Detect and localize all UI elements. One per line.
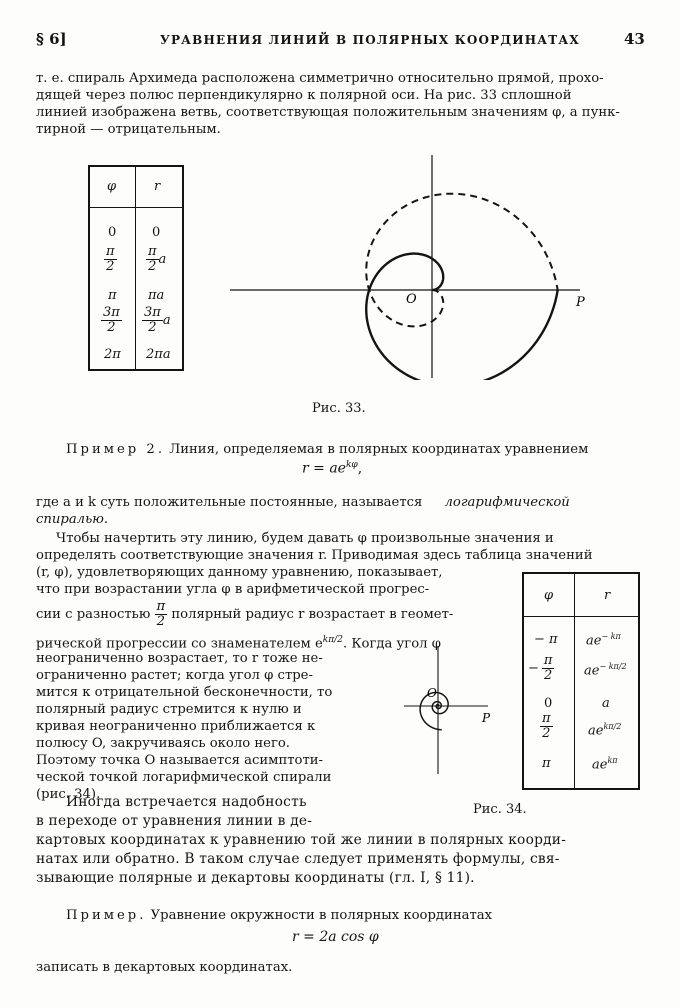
term-logarithmic: логарифмической — [444, 495, 570, 510]
table2-header-r: r — [604, 588, 611, 603]
paragraph-line: что при возрастании угла φ в арифметической прогрес- — [36, 582, 430, 597]
paragraph-line: полюсу O, закручиваясь около него. — [36, 736, 290, 751]
example2-text: Линия, определяемая в полярных координатах уравнением — [169, 442, 589, 457]
table1-header-phi: φ — [107, 179, 117, 194]
example2-heading: Пример 2. — [66, 442, 166, 457]
table1-header-rule — [90, 207, 182, 208]
term-spiral: спиралью. — [36, 512, 109, 527]
figure34-caption: Рис. 34. — [473, 802, 527, 817]
paragraph-line: Чтобы начертить эту линию, будем давать φ произвольные значения и — [56, 531, 554, 546]
running-title: УРАВНЕНИЯ ЛИНИЙ В ПОЛЯРНЫХ КООРДИНАТАХ — [160, 33, 580, 47]
table2-cell: − $\frac{\pi}{2}$ — [528, 653, 553, 683]
table2-cell: $ae^{k\pi}$ — [592, 756, 618, 773]
table1-header-r: r — [154, 179, 161, 194]
figure34-logarithmic-spiral — [374, 640, 504, 800]
paragraph-line: мится к отрицательной бесконечности, то — [36, 685, 333, 700]
table1-cell: 0 — [152, 225, 161, 240]
table1-frame — [88, 165, 184, 371]
spiral-positive-branch — [366, 254, 557, 380]
table1-cell: $\frac{3\pi}{2}$ a — [144, 305, 171, 335]
paragraph-line: (r, φ), удовлетворяющих данному уравнению, показывает, — [36, 565, 443, 580]
table1-cell: 0 — [108, 225, 117, 240]
table2-cell: a — [602, 696, 610, 711]
paragraph-line: неограниченно возрастает, то r тоже не- — [36, 651, 323, 666]
example3-formula: r = 2a cos φ — [292, 929, 379, 945]
intro-line: дящей через полюс перпендикулярно к полярной оси. На рис. 33 сплошной — [36, 88, 572, 103]
paragraph-line: Иногда встречается надобность — [66, 794, 307, 810]
example3-heading: Пример. — [66, 908, 147, 923]
example2-formula: $r = ae^{k\varphi}$, — [302, 460, 363, 477]
table2-cell: $ae^{k\pi/2}$ — [588, 722, 622, 739]
table2-cell: π — [542, 756, 551, 771]
figure33-caption: Рис. 33. — [312, 401, 366, 416]
ratio-line: рической прогрессии со знаменателем $e^{k\pi/2}$. Когда угол φ — [36, 635, 441, 652]
table2-cell: $ae^{- k\pi}$ — [586, 632, 621, 649]
paragraph-narrow — [36, 650, 366, 803]
table2-frame — [522, 572, 640, 790]
table1-cell: 2πa — [146, 347, 171, 362]
example3-text: Уравнение окружности в полярных координатах — [150, 908, 493, 923]
example2-heading-line — [66, 441, 588, 458]
paragraph-line: зывающие полярные и декартовы координаты (гл. I, § 11). — [36, 870, 475, 886]
intro-line: линией изображена ветвь, соответствующая положительным значениям φ, а пунк- — [36, 105, 620, 120]
paragraph-line: (рис. 34). — [36, 787, 101, 802]
intro-paragraph — [36, 70, 646, 138]
example3-heading-line — [66, 907, 492, 924]
example3-closing: записать в декартовых координатах. — [36, 960, 293, 975]
figure33-axis-label: P — [576, 295, 585, 310]
progression-line: сии с разностью $\frac{\pi}{2}$ полярный радиус r возрастает в геомет- — [36, 599, 454, 629]
intro-line: тирной — отрицательным. — [36, 122, 221, 137]
table1-cell: πa — [148, 288, 165, 303]
table1-cell: $\frac{\pi}{2}$ a — [148, 244, 167, 274]
table2-cell: $ae^{- k\pi/2}$ — [584, 662, 627, 679]
table1-cell: $\frac{\pi}{2}$ — [106, 244, 115, 274]
section-marker: § 6] — [36, 30, 67, 48]
table1-divider — [135, 167, 136, 369]
table2-cell: 0 — [544, 696, 553, 711]
paragraph-line: натах или обратно. В таком случае следует применять формулы, свя- — [36, 851, 560, 867]
paragraph-line: картовых координатах к уравнению той же линии в полярных коорди- — [36, 832, 567, 848]
paragraph-line: определять соответствующие значения r. Приводимая здесь таблица значений — [36, 548, 593, 563]
table2-cell: $\frac{\pi}{2}$ — [542, 711, 551, 741]
paragraph-line: Поэтому точка O называется асимптоти- — [36, 753, 324, 768]
figure34-axis-label: P — [482, 711, 491, 725]
page-number: 43 — [624, 30, 645, 48]
paragraph-line: полярный радиус стремится к нулю и — [36, 702, 302, 717]
paragraph-line: в переходе от уравнения линии в де- — [36, 813, 313, 829]
figure33-pole-label: O — [406, 292, 417, 307]
spiral-negative-branch — [366, 194, 557, 327]
intro-line: т. е. спираль Архимеда расположена симметрично относительно прямой, прохо- — [36, 71, 604, 86]
table2-cell: − π — [534, 632, 558, 647]
figure34-pole-label: O — [427, 686, 437, 700]
example2-definition-line: где a и k суть положительные постоянные, называется логарифмической — [36, 495, 570, 510]
paragraph-line: кривая неограниченно приближается к — [36, 719, 316, 734]
table2-divider — [574, 574, 575, 788]
paragraph-final — [36, 793, 646, 888]
paragraph-line: ограниченно растет; когда угол φ стре- — [36, 668, 313, 683]
paragraph-line: ческой точкой логарифмической спирали — [36, 770, 332, 785]
figure33-archimedes-spiral — [200, 150, 620, 380]
table1-cell: $\frac{3\pi}{2}$ — [103, 305, 120, 335]
table1-cell: 2π — [104, 347, 121, 362]
table1-cell: π — [108, 288, 117, 303]
table2-header-phi: φ — [544, 588, 554, 603]
table2-header-rule — [524, 616, 638, 617]
